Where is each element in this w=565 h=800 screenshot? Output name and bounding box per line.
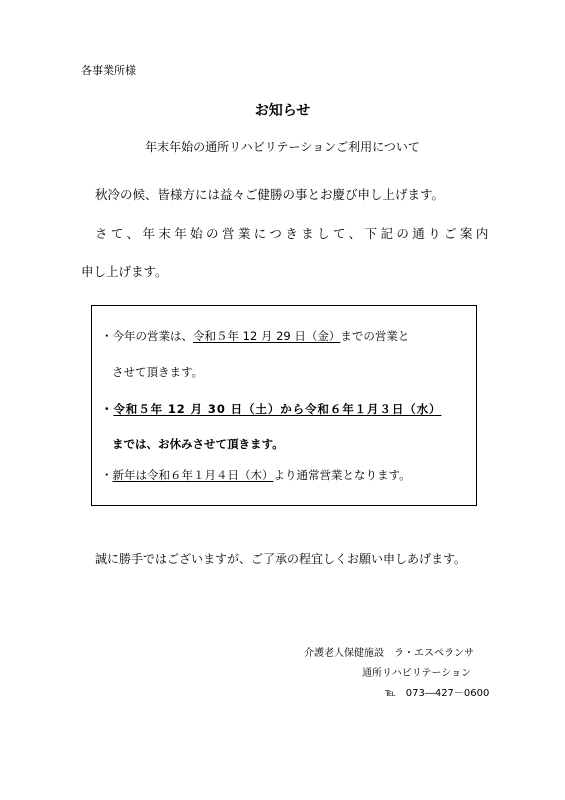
item2-prefix: ・ [101,402,114,416]
item3-prefix: ・ [101,468,113,482]
intro-paragraph-line1: さて、年末年始の営業につきまして、下記の通りご案内 [95,226,492,241]
item3-suffix: より通常営業となります。 [273,468,411,482]
closing-paragraph: 誠に勝手ではございますが、ご了承の程宜しくお願い申しあげます。 [95,552,467,566]
notice-item-new-year-opening [101,467,411,483]
item1-date: 令和５年 12 月 29 日（金） [193,329,341,343]
item3-date: 新年は令和６年１月４日（木） [112,468,274,482]
notice-title: お知らせ [254,103,311,119]
item2-dates: 令和５年 12 月 30 日（土）から令和６年１月３日（水） [113,402,442,416]
item1-prefix: ・今年の営業は、 [101,329,193,343]
notice-item-closed-period [101,401,441,417]
notice-item-closed-period-cont: までは、お休みさせて頂きます。 [112,437,284,451]
business-hours-box [91,305,477,506]
greeting-paragraph: 秋冷の候、皆様方には益々ご健勝の事とお慶び申し上げます。 [95,187,445,202]
notice-item-last-business-day-cont: させて頂きます。 [112,365,204,379]
item1-suffix: までの営業と [340,329,410,343]
addressee: 各事業所様 [81,64,136,77]
signature-facility: 介護老人保健施設 ラ・エスペランサ [304,648,474,659]
signature-department: 通所リハビリテーション [362,668,472,679]
notice-subtitle: 年末年始の通所リハビリテーションご利用について [145,140,420,154]
notice-item-last-business-day [101,328,409,344]
intro-paragraph-line2: 申し上げます。 [81,264,168,279]
signature-phone: ℡ 073―427－0600 [385,688,490,699]
